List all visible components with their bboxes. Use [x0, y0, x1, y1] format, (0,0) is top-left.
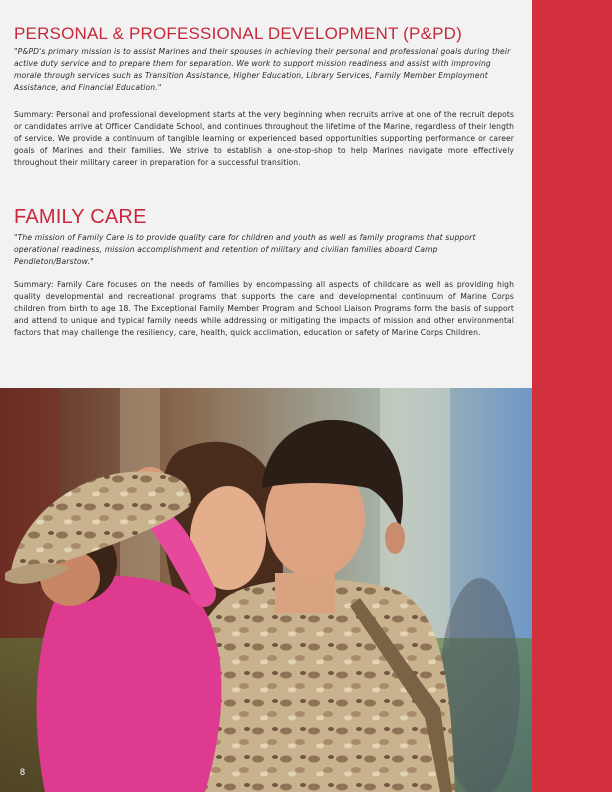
mission-quote-family-care: "The mission of Family Care is to provide quality care for children and youth as well as family programs that support operational readiness, mission accomplishment and retention of military and civilian families aboard Camp Pendleton/Barstow.": [14, 233, 476, 266]
summary-family-care: Summary: Family Care focuses on the needs of families by encompassing all aspects of childcare as well as providing high quality developmental and recreational programs that supports the care and developmental continuum of Marine Corps children from birth to age 18. The Exceptional Family Member Program and School Liaison Programs form the basis of support and attend to unique and typical family needs while addressing or mitigating the impacts of mission and other environmental factors that may challenge the resiliency, care, health, quick acclimation, education or safety of Marine Corps Children.: [14, 280, 514, 337]
mission-quote-ppd: "P&PD's primary mission is to assist Marines and their spouses in achieving their personal and professional goals during their active duty service and to prepare them for separation. We work to support mission readiness and assist with improving morale through services such as Transition Assistance, Higher Education, Library Services, Family Member Employment Assistance, and Financial Education.": [14, 47, 511, 92]
family-photo: [0, 388, 532, 792]
page-number: 8: [20, 767, 26, 777]
section-title-family-care: FAMILY CARE: [14, 206, 147, 228]
section-title-ppd: PERSONAL & PROFESSIONAL DEVELOPMENT (P&PD): [14, 24, 462, 43]
summary-ppd: Summary: Personal and professional development starts at the very beginning when recruits arrive at one of the recruit depots or candidates arrive at Officer Candidate School, and continues throughout the lifetime of the Marine, regardless of their length of service. We provide a continuum of tangible learning or experienced based opportunities supporting performance or career goals of Marines and their families. We strive to establish a one-stop-shop to help Marines navigate more effectively throughout their military career in preparation for a successful transition.: [14, 110, 514, 167]
text-panel: [0, 0, 532, 388]
red-side-bar: [532, 0, 612, 792]
